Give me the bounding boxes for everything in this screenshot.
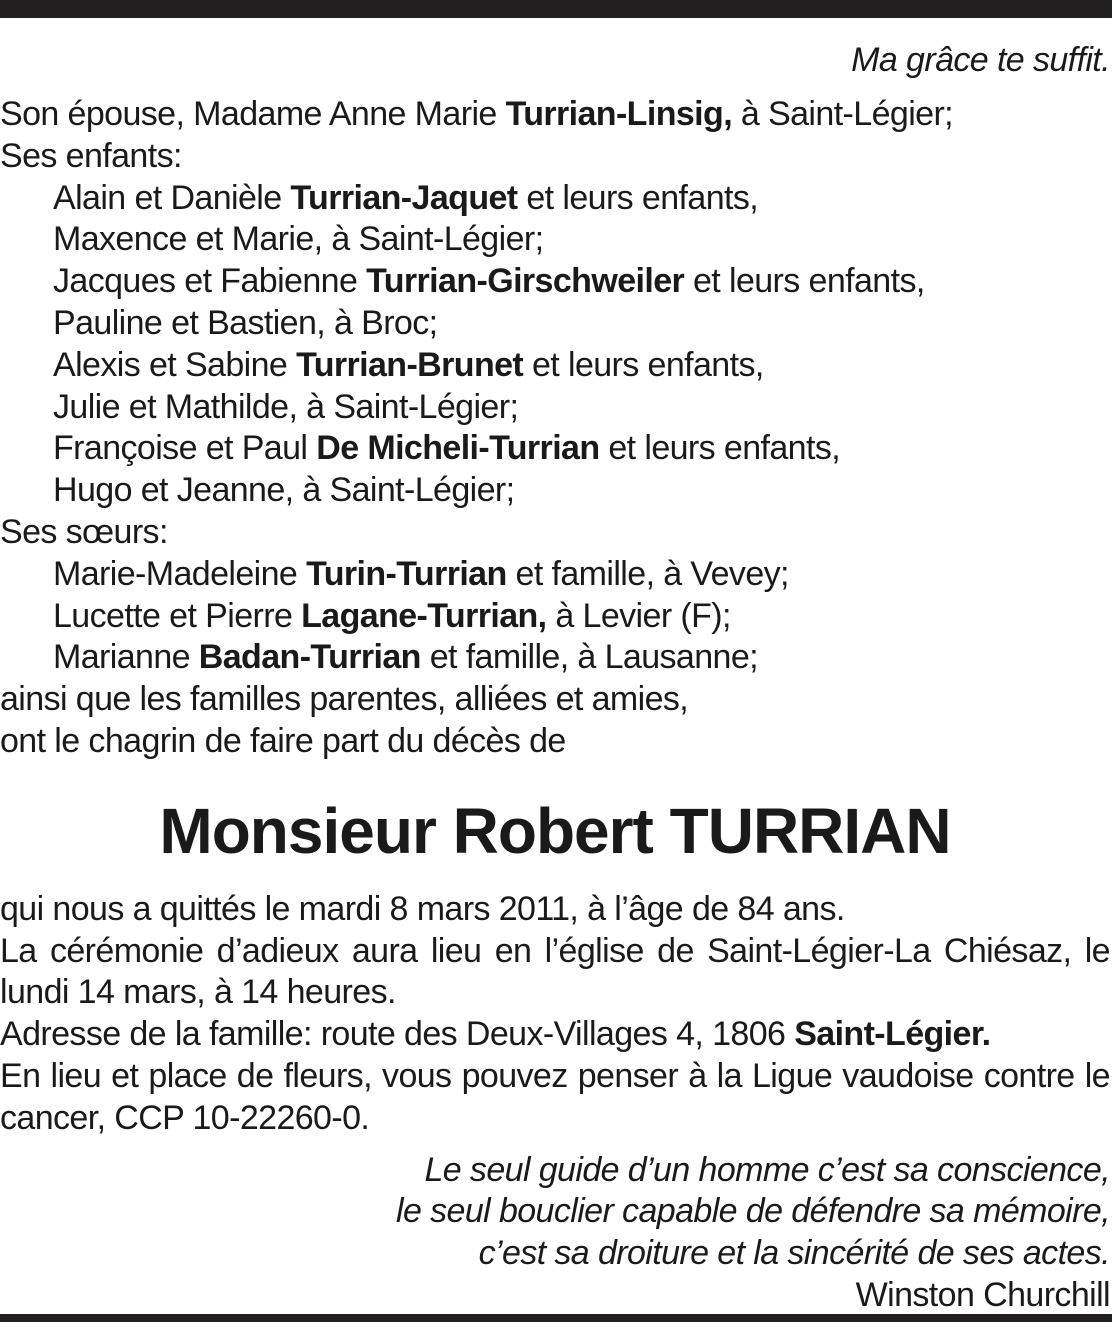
family-line [0, 470, 1110, 512]
family-line [0, 554, 1110, 596]
obituary-notice [0, 40, 1110, 1317]
family-surname: Turrian-Girschweiler [366, 262, 685, 301]
family-address [0, 1014, 1110, 1056]
family-line-text: Julie et Mathilde, à Saint-Légier; [53, 387, 519, 426]
family-surname: Turin-Turrian [306, 554, 507, 593]
family-line-text: Françoise et Paul [53, 429, 317, 468]
bottom-rule [0, 1314, 1112, 1322]
family-line [0, 345, 1110, 387]
closing-quote [0, 1150, 1110, 1275]
family-line [0, 136, 1110, 178]
family-line [0, 387, 1110, 429]
donation-text: En lieu et place de fleurs, vous pouvez penser à la Ligue vaudoise contre le cancer, CCP 10-22260-0. [0, 1056, 1110, 1137]
deceased-name: Monsieur Robert TURRIAN [159, 794, 951, 867]
family-line [0, 679, 1110, 721]
family-surname: Turrian-Linsig, [505, 95, 733, 133]
family-line [0, 178, 1110, 220]
family-line-text: Pauline et Bastien, à Broc; [53, 303, 438, 342]
family-line [0, 596, 1110, 638]
family-line-suffix: à Levier (F); [546, 596, 731, 635]
family-line-suffix: et leurs enfants, [599, 429, 841, 468]
family-line-text: Hugo et Jeanne, à Saint-Légier; [53, 471, 515, 510]
family-line-text: Marianne [53, 638, 199, 677]
family-line-text: Maxence et Marie, à Saint-Légier; [53, 220, 544, 259]
quote-author: Winston Churchill [855, 1275, 1110, 1314]
address-locality: Saint-Légier. [794, 1015, 991, 1054]
quote-line-1: Le seul guide d’un homme c’est sa conscience, [424, 1150, 1110, 1189]
family-line-text: ont le chagrin de faire part du décès de [0, 721, 566, 760]
family-line-text: Alexis et Sabine [53, 345, 297, 384]
top-rule [0, 0, 1112, 18]
family-line [0, 94, 1110, 136]
family-surname: Lagane-Turrian, [301, 596, 547, 635]
family-line [0, 261, 1110, 303]
family-line-text: Ses sœurs: [0, 512, 168, 551]
family-line-suffix: et leurs enfants, [517, 178, 759, 217]
family-line [0, 721, 1110, 763]
family-surname: Turrian-Brunet [296, 345, 524, 384]
quote-line-2: le seul bouclier capable de défendre sa mémoire, [396, 1192, 1110, 1231]
family-line [0, 428, 1110, 470]
family-surname: Turrian-Jaquet [290, 178, 518, 217]
family-line-text: ainsi que les familles parentes, alliées et amies, [0, 680, 689, 719]
family-line-suffix: et famille, à Vevey; [506, 554, 789, 593]
family-line [0, 637, 1110, 679]
family-line-suffix: à Saint-Légier; [732, 95, 954, 133]
passing-date-line: qui nous a quittés le mardi 8 mars 2011, à l’âge de 84 ans. [0, 889, 845, 928]
family-line-text: Ses enfants: [0, 136, 182, 175]
family-line-suffix: et leurs enfants, [523, 345, 764, 384]
family-line-suffix: et leurs enfants, [684, 262, 925, 301]
family-surname: De Micheli-Turrian [316, 429, 600, 468]
family-line [0, 303, 1110, 345]
quote-line-3: c’est sa droiture et la sincérité de ses actes. [478, 1234, 1110, 1273]
family-line-suffix: et famille, à Lausanne; [420, 638, 758, 677]
ceremony-text: La cérémonie d’adieux aura lieu en l’église de Saint-Légier-La Chiésaz, le lundi 14 mars, à 14 heures. [0, 931, 1110, 1012]
motto: Ma grâce te suffit. [851, 41, 1110, 79]
family-list [0, 94, 1110, 763]
family-line-text: Lucette et Pierre [53, 596, 302, 635]
family-surname: Badan-Turrian [198, 638, 421, 677]
family-line-text: Alain et Danièle [53, 178, 291, 217]
family-line-text: Jacques et Fabienne [53, 262, 367, 301]
family-line-text: Marie-Madeleine [53, 554, 307, 593]
family-line [0, 512, 1110, 554]
family-line [0, 219, 1110, 261]
address-text: Adresse de la famille: route des Deux-Villages 4, 1806 [0, 1015, 795, 1054]
family-line-text: Son épouse, Madame Anne Marie [0, 95, 506, 133]
